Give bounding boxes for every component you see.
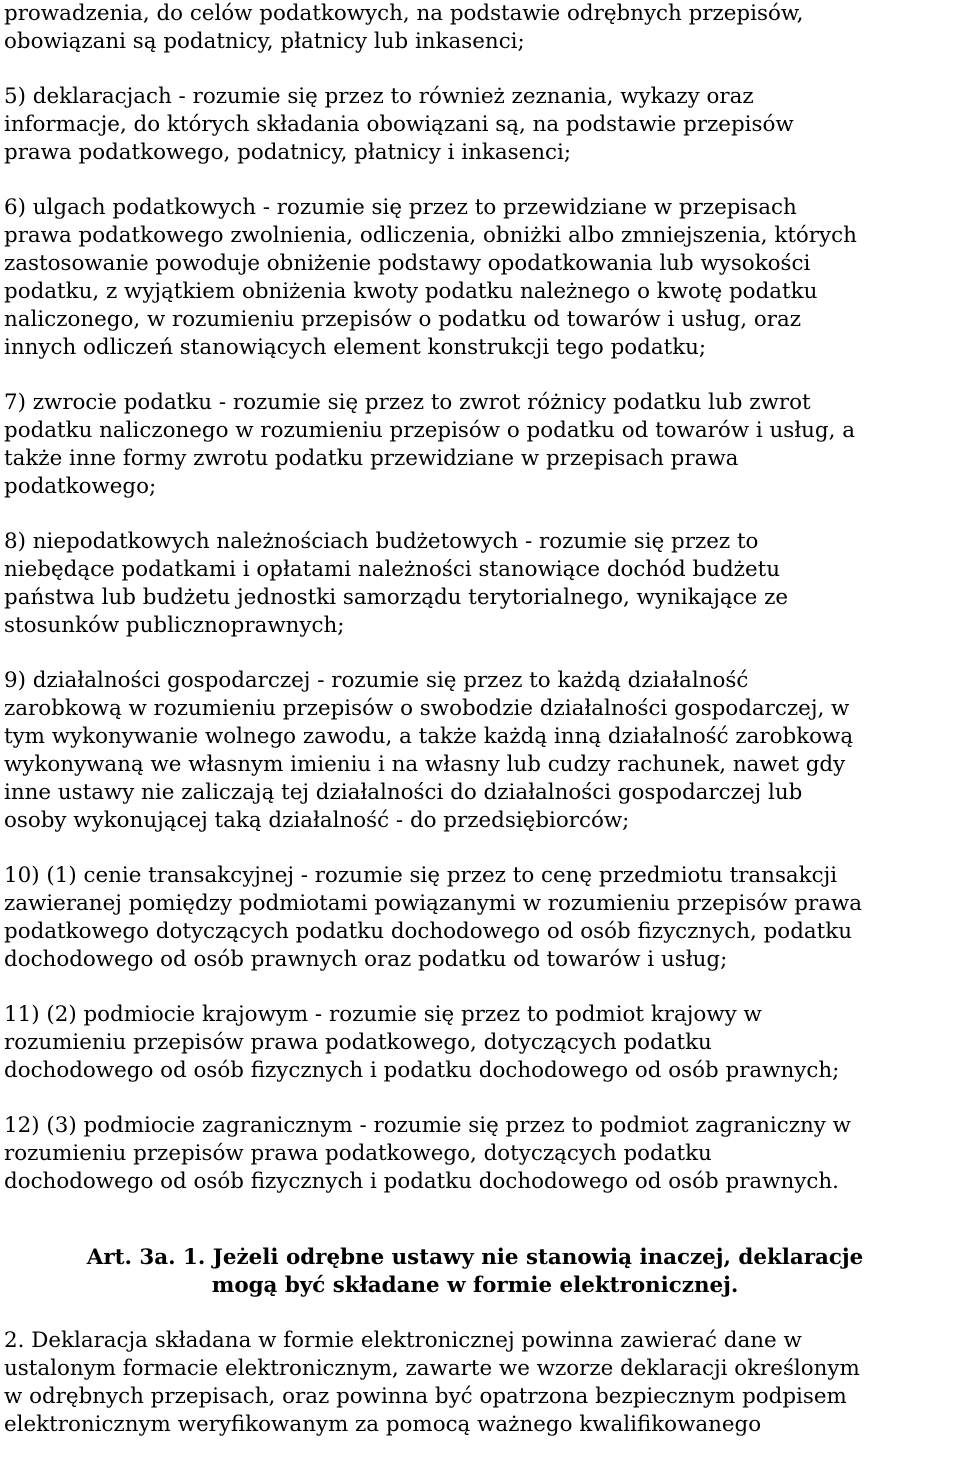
- text-line: dochodowego od osób prawnych oraz podatku od towarów i usług;: [4, 947, 728, 972]
- text-line: 10) (1) cenie transakcyjnej - rozumie się przez to cenę przedmiotu transakcji: [4, 863, 838, 888]
- text-line: państwa lub budżetu jednostki samorządu terytorialnego, wynikające ze: [4, 585, 789, 610]
- text-line: zawieranej pomiędzy podmiotami powiązanymi w rozumieniu przepisów prawa: [4, 891, 863, 916]
- text-line: podatkowego;: [4, 474, 157, 499]
- text-line: także inne formy zwrotu podatku przewidziane w przepisach prawa: [4, 446, 739, 471]
- text-line: 12) (3) podmiocie zagranicznym - rozumie się przez to podmiot zagraniczny w: [4, 1113, 851, 1138]
- definition-6-ulgi-podatkowe: [4, 194, 956, 362]
- text-line: prowadzenia, do celów podatkowych, na podstawie odrębnych przepisów,: [4, 1, 804, 26]
- text-line: osoby wykonującej taką działalność - do przedsiębiorców;: [4, 808, 630, 833]
- text-line: 8) niepodatkowych należnościach budżetowych - rozumie się przez to: [4, 529, 759, 554]
- document-page: [4, 0, 956, 1466]
- text-line: zastosowanie powoduje obniżenie podstawy opodatkowania lub wysokości: [4, 251, 811, 276]
- definition-7-zwrot-podatku: [4, 389, 956, 501]
- text-line: rozumieniu przepisów prawa podatkowego, dotyczących podatku: [4, 1141, 712, 1166]
- text-line: prawa podatkowego zwolnienia, odliczenia, obniżki albo zmniejszenia, których: [4, 223, 857, 248]
- text-line: naliczonego, w rozumieniu przepisów o podatku od towarów i usług, oraz: [4, 307, 801, 332]
- paragraph-continuation: [4, 0, 956, 56]
- text-line: 11) (2) podmiocie krajowym - rozumie się przez to podmiot krajowy w: [4, 1002, 762, 1027]
- text-line: 7) zwrocie podatku - rozumie się przez to zwrot różnicy podatku lub zwrot: [4, 390, 811, 415]
- text-line: ustalonym formacie elektronicznym, zawarte we wzorze deklaracji określonym: [4, 1356, 860, 1381]
- text-line: prawa podatkowego, podatnicy, płatnicy i inkasenci;: [4, 140, 572, 165]
- text-line: stosunków publicznoprawnych;: [4, 613, 345, 638]
- text-line: podatku naliczonego w rozumieniu przepisów o podatku od towarów i usług, a: [4, 418, 855, 443]
- text-line: 2. Deklaracja składana w formie elektronicznej powinna zawierać dane w: [4, 1328, 802, 1353]
- heading-line: Art. 3a. 1. Jeżeli odrębne ustawy nie stanowią inaczej, deklaracje: [86, 1245, 864, 1270]
- text-line: obowiązani są podatnicy, płatnicy lub inkasenci;: [4, 29, 525, 54]
- article-3a-heading: [4, 1244, 956, 1300]
- definition-11-podmiot-krajowy: [4, 1001, 956, 1085]
- text-line: tym wykonywanie wolnego zawodu, a także każdą inną działalność zarobkową: [4, 724, 854, 749]
- text-line: wykonywaną we własnym imieniu i na własny lub cudzy rachunek, nawet gdy: [4, 752, 846, 777]
- definition-12-podmiot-zagraniczny: [4, 1112, 956, 1196]
- text-line: podatku, z wyjątkiem obniżenia kwoty podatku należnego o kwotę podatku: [4, 279, 818, 304]
- definition-10-cena-transakcyjna: [4, 862, 956, 974]
- text-line: zarobkową w rozumieniu przepisów o swobodzie działalności gospodarczej, w: [4, 696, 850, 721]
- definition-5-deklaracje: [4, 83, 956, 167]
- text-line: inne ustawy nie zaliczają tej działalności do działalności gospodarczej lub: [4, 780, 803, 805]
- text-line: innych odliczeń stanowiących element konstrukcji tego podatku;: [4, 335, 707, 360]
- text-line: dochodowego od osób fizycznych i podatku dochodowego od osób prawnych.: [4, 1169, 839, 1194]
- definition-9-dzialalnosc-gospodarcza: [4, 667, 956, 835]
- text-line: elektronicznym weryfikowanym za pomocą ważnego kwalifikowanego: [4, 1412, 762, 1437]
- text-line: w odrębnych przepisach, oraz powinna być opatrzona bezpiecznym podpisem: [4, 1384, 847, 1409]
- text-line: rozumieniu przepisów prawa podatkowego, dotyczących podatku: [4, 1030, 712, 1055]
- text-line: niebędące podatkami i opłatami należności stanowiące dochód budżetu: [4, 557, 780, 582]
- text-line: informacje, do których składania obowiązani są, na podstawie przepisów: [4, 112, 794, 137]
- text-line: dochodowego od osób fizycznych i podatku dochodowego od osób prawnych;: [4, 1058, 840, 1083]
- text-line: 6) ulgach podatkowych - rozumie się przez to przewidziane w przepisach: [4, 195, 797, 220]
- text-line: 9) działalności gospodarczej - rozumie się przez to każdą działalność: [4, 668, 749, 693]
- text-line: podatkowego dotyczących podatku dochodowego od osób fizycznych, podatku: [4, 919, 852, 944]
- heading-line: mogą być składane w formie elektronicznej.: [211, 1273, 739, 1298]
- article-3a-section-2: [4, 1327, 956, 1439]
- text-line: 5) deklaracjach - rozumie się przez to również zeznania, wykazy oraz: [4, 84, 754, 109]
- definition-8-naleznosci-budzetowe: [4, 528, 956, 640]
